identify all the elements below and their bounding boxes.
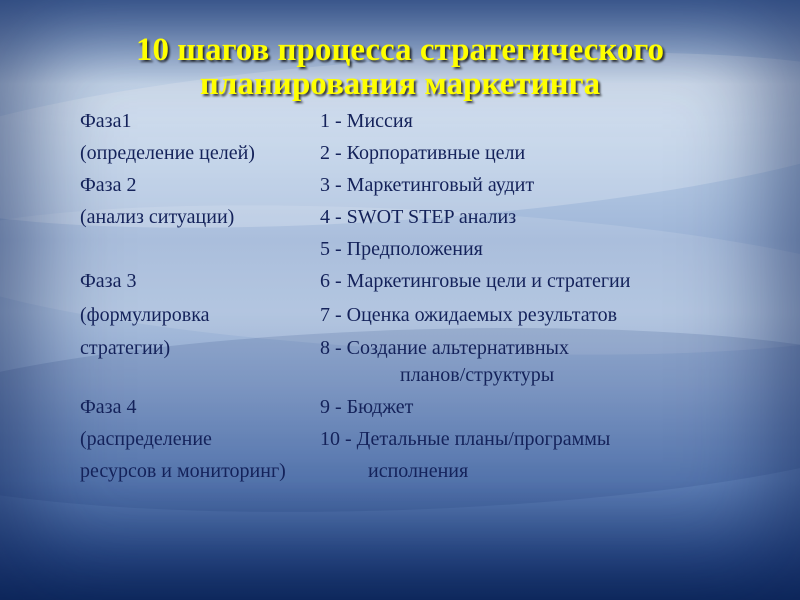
step-label: 5 - Предположения <box>320 238 483 260</box>
step-label: исполнения <box>368 460 469 482</box>
slide-title-line-1: 10 шагов процесса стратегического <box>135 32 665 68</box>
step-label: 9 - Бюджет <box>320 396 414 418</box>
slide-title <box>0 33 800 101</box>
step-label: 1 - Миссия <box>320 110 413 132</box>
phase-label: Фаза1 <box>80 110 132 132</box>
step-label: 10 - Детальные планы/программы <box>320 428 611 450</box>
phase-label: Фаза 3 <box>80 270 137 292</box>
phase-label: (определение целей) <box>80 142 255 164</box>
phase-label: ресурсов и мониторинг) <box>80 460 286 482</box>
phase-label: (анализ ситуации) <box>80 206 235 228</box>
step-label: 4 - SWOT STEP анализ <box>320 206 517 228</box>
phase-label: (формулировка <box>80 304 210 326</box>
step-label: 7 - Оценка ожидаемых результатов <box>320 304 618 326</box>
phase-label: Фаза 4 <box>80 396 137 418</box>
step-label: 8 - Создание альтернативных <box>320 337 569 359</box>
phase-label: Фаза 2 <box>80 174 137 196</box>
step-label: 6 - Маркетинговые цели и стратегии <box>320 270 631 292</box>
step-label: 3 - Маркетинговый аудит <box>320 174 535 196</box>
step-label: 2 - Корпоративные цели <box>320 142 526 164</box>
phase-label: (распределение <box>80 428 212 450</box>
slide-title-line-2: планирования маркетинга <box>199 66 601 102</box>
phase-label: стратегии) <box>80 337 171 359</box>
step-continuation: планов/структуры <box>400 364 555 386</box>
